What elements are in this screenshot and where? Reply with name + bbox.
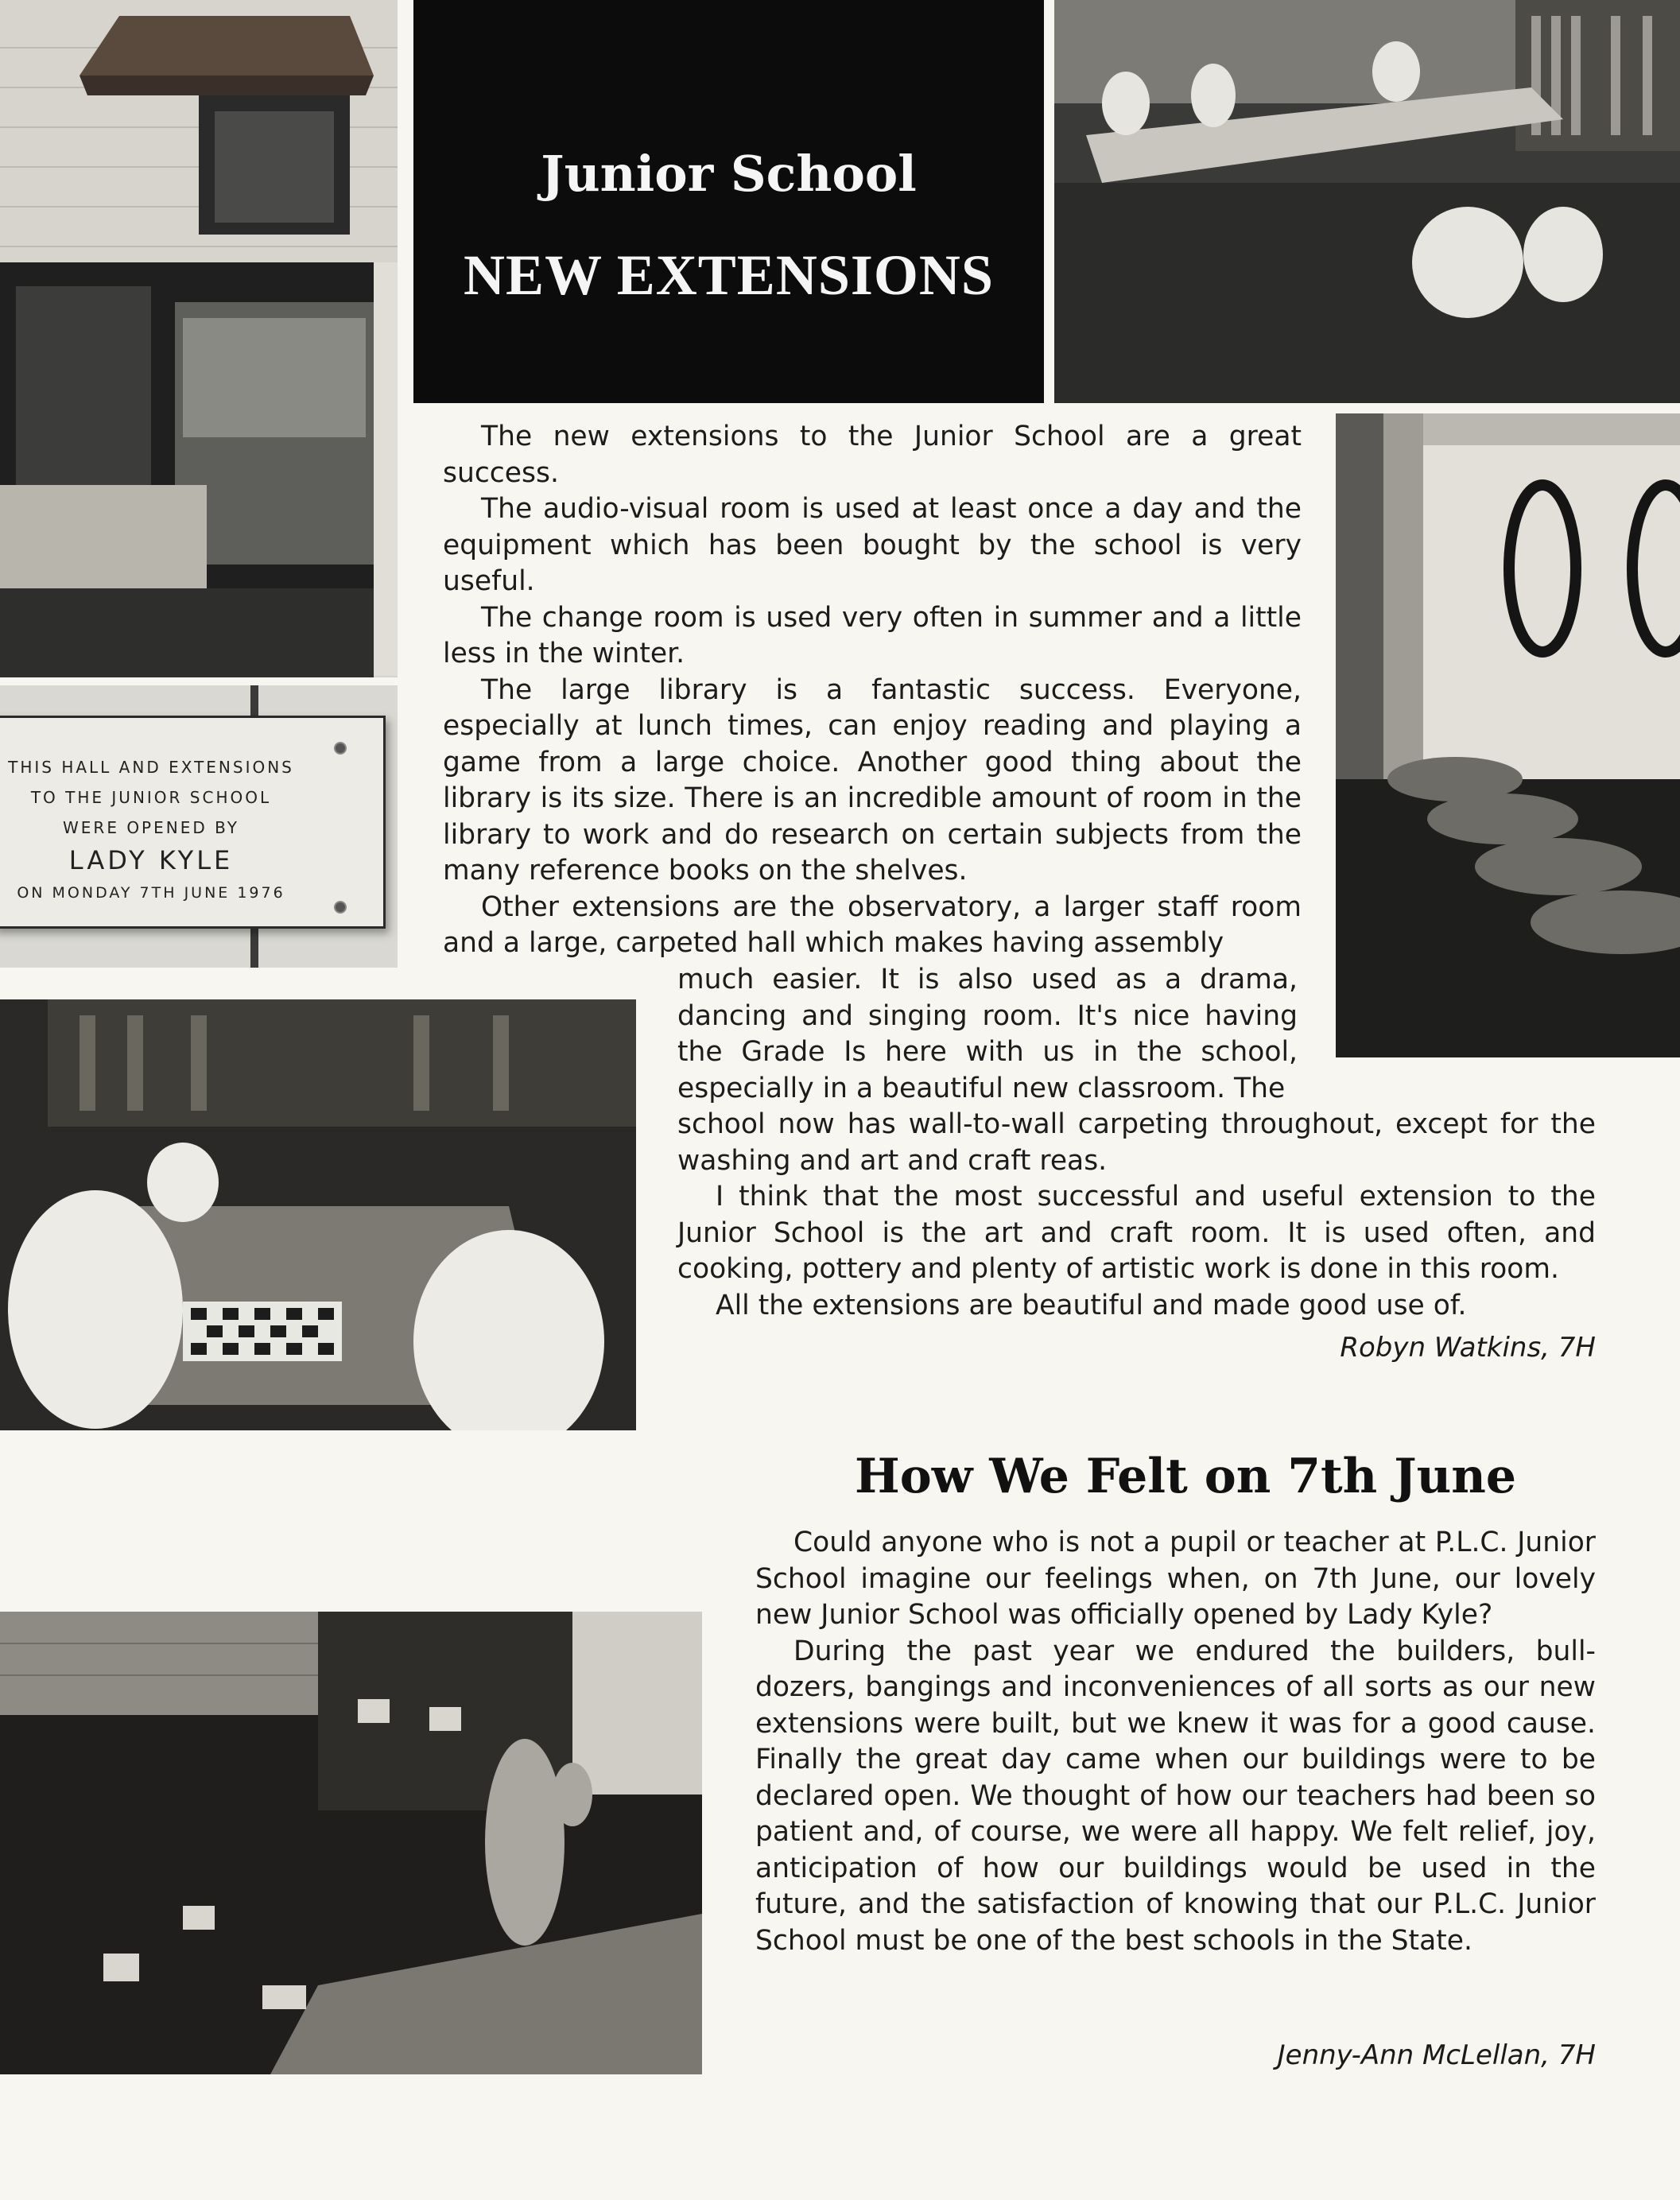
plaque-screw xyxy=(334,742,347,755)
building-exterior-photo xyxy=(0,0,398,677)
article-paragraph: All the extensions are beautiful and made good use of. xyxy=(716,1289,1467,1321)
opening-plaque-photo xyxy=(0,685,398,968)
article-paragraph: The change room is used very often in summer and a little less in the winter. xyxy=(443,601,1302,669)
article-how-we-felt xyxy=(755,1525,1596,1959)
article-paragraph: The new extensions to the Junior School are a great success. xyxy=(443,421,1302,489)
article-new-extensions xyxy=(443,419,1302,962)
plaque-date-line: ON MONDAY 7TH JUNE 1976 xyxy=(17,884,285,902)
article-new-extensions-continued xyxy=(677,962,1298,1107)
title-junior-school: Junior School xyxy=(541,145,917,203)
article-new-extensions-end xyxy=(677,1107,1596,1324)
plaque-post-bottom xyxy=(250,924,258,968)
how-we-felt-heading: How We Felt on 7th June xyxy=(855,1449,1517,1504)
library-tables-photo xyxy=(1054,0,1680,403)
plaque-text-line: WERE OPENED BY xyxy=(63,818,239,837)
plaque-screw xyxy=(334,901,347,914)
article-paragraph: school now has wall-to-wall carpeting throughout, except for the washing and art and craft reas. xyxy=(677,1108,1596,1177)
title-new-extensions: NEW EXTENSIONS xyxy=(464,243,994,307)
article-paragraph: Other extensions are the observatory, a larger staff room and a large, carpeted hall which makes having assembly xyxy=(443,890,1302,959)
article-paragraph: I think that the most successful and useful extension to the Junior School is the art and craft room. It is used often, and cooking, pottery and plenty of artistic work is done in this room. xyxy=(677,1181,1596,1285)
plaque-lady-kyle: LADY KYLE xyxy=(68,845,234,875)
plaque-panel xyxy=(0,716,386,929)
title-block xyxy=(413,0,1044,403)
article-paragraph: The large library is a fantastic success. Everyone, especially at lunch times, can enjoy reading and playing a game from a large choice. Another good thing about the library is its size. There is an incredible amount of room in the library to work and do research on certain subjects from the many reference books on the shelves. xyxy=(443,673,1302,887)
plaque-text-line: THIS HALL AND EXTENSIONS xyxy=(8,758,294,777)
article-paragraph: During the past year we endured the builders, bull-dozers, bangings and inconveniences of all sorts as our new extensions were built, but we knew it was for a good cause. Finally the great day came when our buildings were to be declared open. We thought of how our teachers had been so patient and, of course, we were all happy. We felt relief, joy, anticipation of how our buildings would be used in the future, and the satisfaction of knowing that our P.L.C. Junior School must be one of the best schools in the State. xyxy=(755,1635,1596,1957)
checkers-game-photo xyxy=(0,999,636,1430)
author-robyn-watkins: Robyn Watkins, 7H xyxy=(1340,1332,1596,1364)
plaque-text-line: TO THE JUNIOR SCHOOL xyxy=(30,788,272,807)
article-paragraph: Could anyone who is not a pupil or teacher at P.L.C. Junior School imagine our feelings when, on 7th June, our lovely new Junior School was officially opened by Lady Kyle? xyxy=(755,1527,1596,1631)
article-paragraph: much easier. It is also used as a drama, dancing and singing room. It's nice having the Grade Is here with us in the school, especially in a beautiful new classroom. The xyxy=(677,964,1298,1104)
washroom-basins-photo xyxy=(1336,413,1680,1057)
assembly-hall-photo xyxy=(0,1612,702,2074)
plaque-post-top xyxy=(250,685,258,717)
author-jenny-ann-mclellan: Jenny-Ann McLellan, 7H xyxy=(1277,2039,1596,2071)
article-paragraph: The audio-visual room is used at least once a day and the equipment which has been bought by the school is very useful. xyxy=(443,493,1302,597)
